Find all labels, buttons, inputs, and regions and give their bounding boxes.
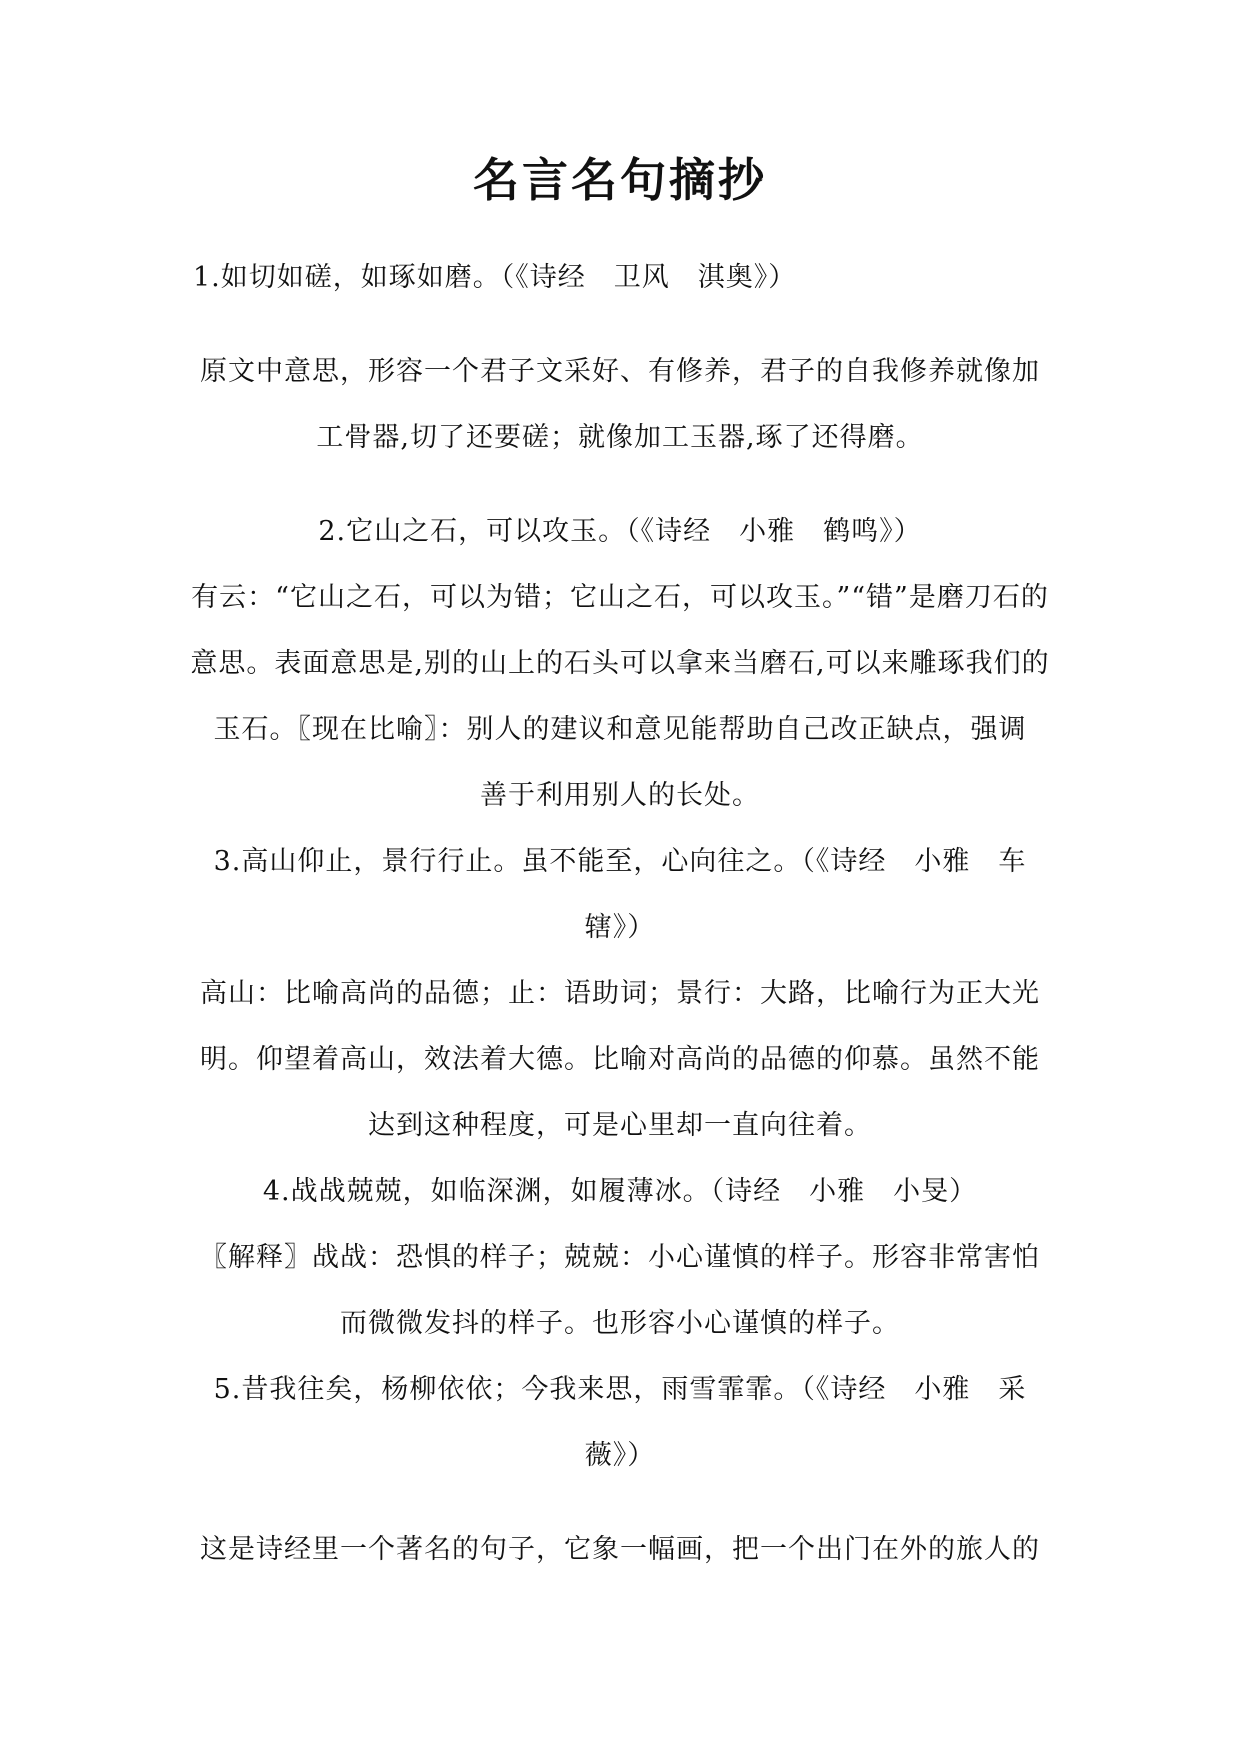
explanation-2-line-4: 善于利用别人的长处。 <box>480 780 760 811</box>
quote-4: 4.战战兢兢，如临深渊，如履薄冰。（诗经 小雅 小旻） <box>262 1176 978 1207</box>
quote-5-line-2: 薇》） <box>584 1440 656 1471</box>
explanation-3-line-1: 高山：比喻高尚的品德；止：语助词；景行：大路，比喻行为正大光 <box>200 978 1040 1009</box>
quote-1: 1.如切如磋，如琢如磨。（《诗经 卫风 淇奥》） <box>193 262 797 293</box>
quote-5-line-1: 5.昔我往矣，杨柳依依；今我来思，雨雪霏霏。（《诗经 小雅 采 <box>213 1374 1027 1405</box>
quote-2: 2.它山之石，可以攻玉。（《诗经 小雅 鹤鸣》） <box>318 516 922 547</box>
explanation-4-line-2: 而微微发抖的样子。也形容小心谨慎的样子。 <box>340 1308 900 1339</box>
explanation-2-line-2: 意思。表面意思是,别的山上的石头可以拿来当磨石,可以来雕琢我们的 <box>190 648 1050 679</box>
explanation-2-line-3: 玉石。〖现在比喻〗：别人的建议和意见能帮助自己改正缺点，强调 <box>213 714 1027 745</box>
page-title: 名言名句摘抄 <box>473 153 767 207</box>
explanation-2-line-1: 有云：“它山之石，可以为错；它山之石，可以攻玉。”“错”是磨刀石的 <box>191 582 1049 613</box>
explanation-5-line-1: 这是诗经里一个著名的句子，它象一幅画，把一个出门在外的旅人的 <box>200 1534 1040 1565</box>
quote-3-line-1: 3.高山仰止，景行行止。虽不能至，心向往之。（《诗经 小雅 车 <box>213 846 1027 877</box>
explanation-1-line-2: 工骨器,切了还要磋；就像加工玉器,琢了还得磨。 <box>316 422 924 453</box>
explanation-1-line-1: 原文中意思，形容一个君子文采好、有修养，君子的自我修养就像加 <box>200 356 1040 387</box>
quote-3-line-2: 辖》） <box>584 912 656 943</box>
explanation-3-line-3: 达到这种程度，可是心里却一直向往着。 <box>368 1110 872 1141</box>
explanation-3-line-2: 明。仰望着高山，效法着大德。比喻对高尚的品德的仰慕。虽然不能 <box>200 1044 1040 1075</box>
explanation-4-line-1: 〖解释〗战战：恐惧的样子；兢兢：小心谨慎的样子。形容非常害怕 <box>200 1242 1040 1273</box>
